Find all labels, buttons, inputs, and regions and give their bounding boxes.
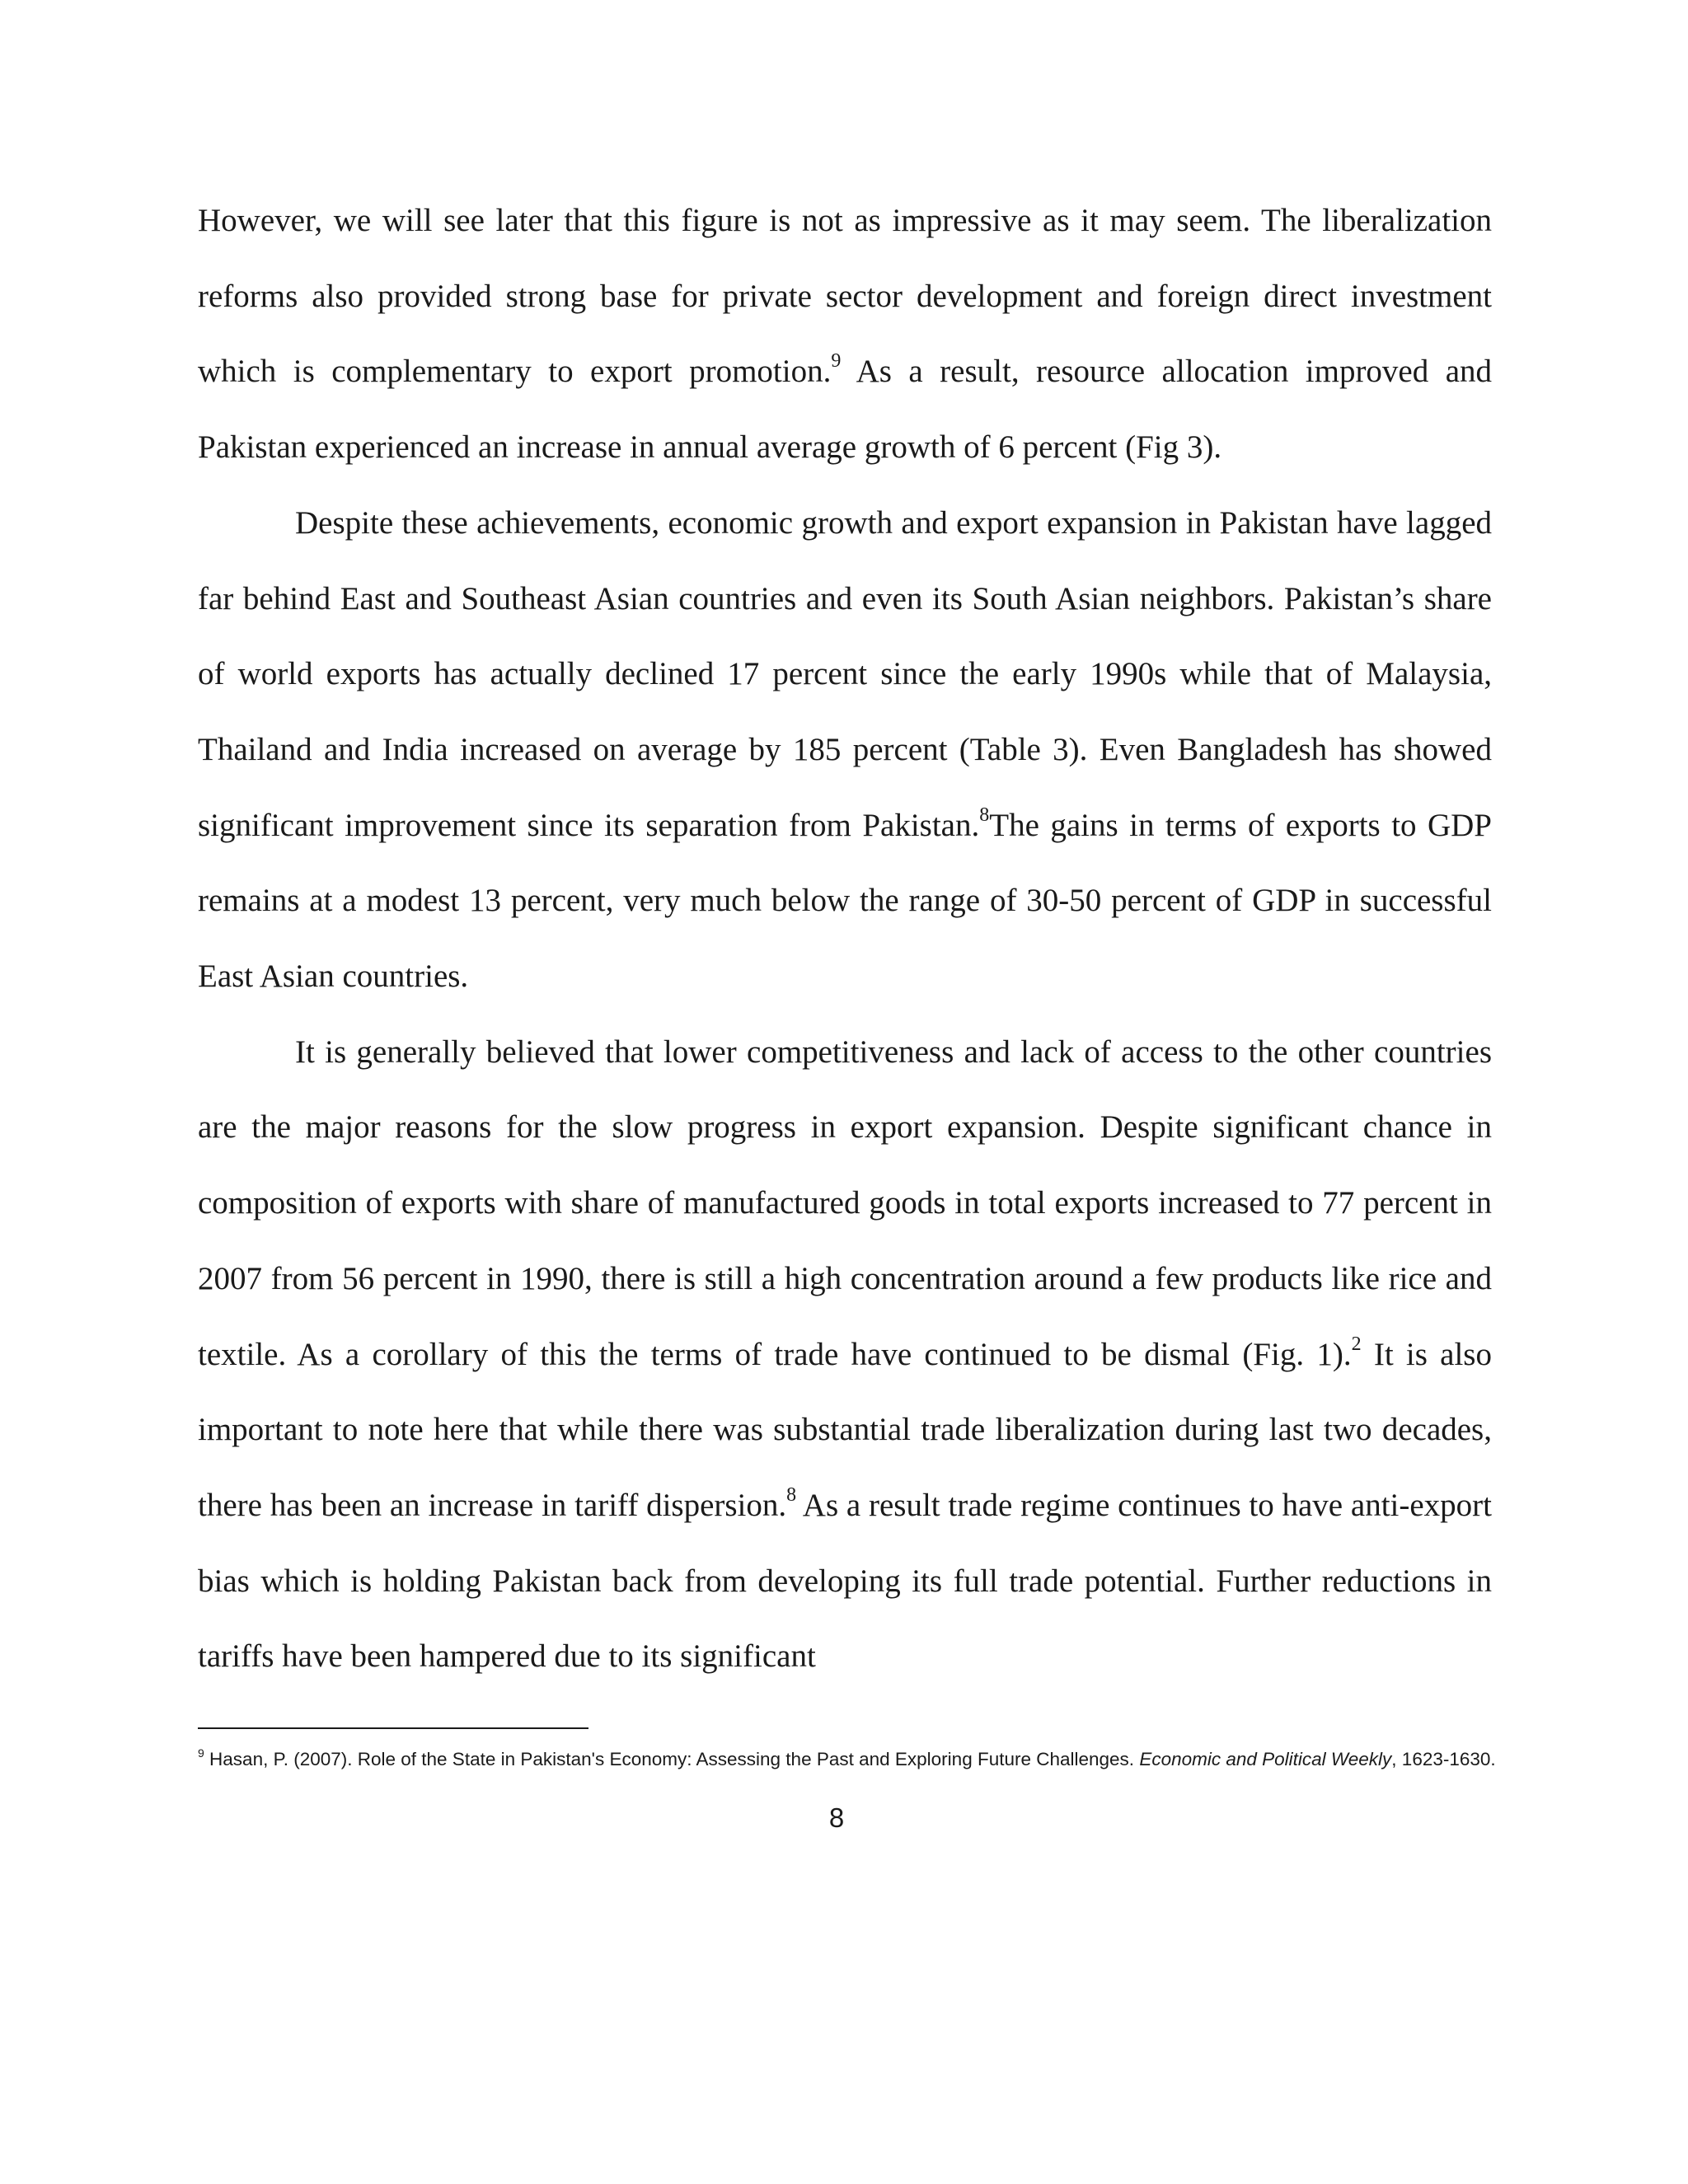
footnote-text: Hasan, P. (2007). Role of the State in Pakistan's Economy: Assessing the Past and Exploring Future Challenges. (204, 1749, 1140, 1769)
paragraph-3-text-c: As a result trade regime continues to have anti-export bias which is holding Pakistan back from developing its full trade potential. Further reductions in tariffs have been hampered due to its significant (198, 1487, 1492, 1675)
footnote-journal: Economic and Political Weekly (1139, 1749, 1392, 1769)
footnote-ref-2: 2 (1351, 1333, 1362, 1355)
paragraph-1-text-a: However, we will see later that this figure is not as impressive as it may seem. The liberalization reforms also provided strong base for private sector development and foreign direct investment which is complementary to export promotion. (198, 203, 1492, 390)
footnote-marker: 9 (198, 1746, 204, 1760)
paragraph-2-text-a: Despite these achievements, economic growth and export expansion in Pakistan have lagged far behind East and Southeast Asian countries and even its South Asian neighbors. Pakistan’s share of world exports has actually declined 17 percent since the early 1990s while that of Malaysia, Thailand and India increased on average by 185 percent (Table 3). Even Bangladesh has showed significant improvement since its separation from Pakistan. (198, 504, 1492, 843)
footnote-separator (198, 1727, 588, 1729)
body-text (198, 183, 1492, 1694)
paragraph-2-text-b: The gains in terms of exports to GDP remains at a modest 13 percent, very much below the range of 30-50 percent of GDP in successful East Asian countries. (198, 807, 1492, 995)
footnote (198, 1746, 1500, 1773)
footnote-ref-8-second: 8 (786, 1483, 797, 1506)
footnote-ref-8: 8 (979, 804, 990, 826)
paragraph-1 (198, 183, 1492, 485)
paragraph-3-text-a: It is generally believed that lower competitiveness and lack of access to the other countries are the major reasons for the slow progress in export expansion. Despite significant chance in composition of exports with share of manufactured goods in total exports increased to 77 percent in 2007 from 56 percent in 1990, there is still a high concentration around a few products like rice and textile. As a corollary of this the terms of trade have continued to be dismal (Fig. 1). (198, 1033, 1492, 1372)
paragraph-1-text-b: As a result, resource allocation improved and Pakistan experienced an increase in annual average growth of 6 percent (Fig 3). (198, 354, 1492, 466)
footnote-pages: , 1623-1630. (1391, 1749, 1496, 1769)
paragraph-2 (198, 485, 1492, 1015)
footnote-ref-9: 9 (831, 350, 842, 373)
page-number: 8 (828, 1802, 845, 1833)
paragraph-3-text-b: It is also important to note here that while there was substantial trade liberalization during last two decades, there has been an increase in tariff dispersion. (198, 1336, 1492, 1523)
paragraph-3 (198, 1015, 1492, 1694)
